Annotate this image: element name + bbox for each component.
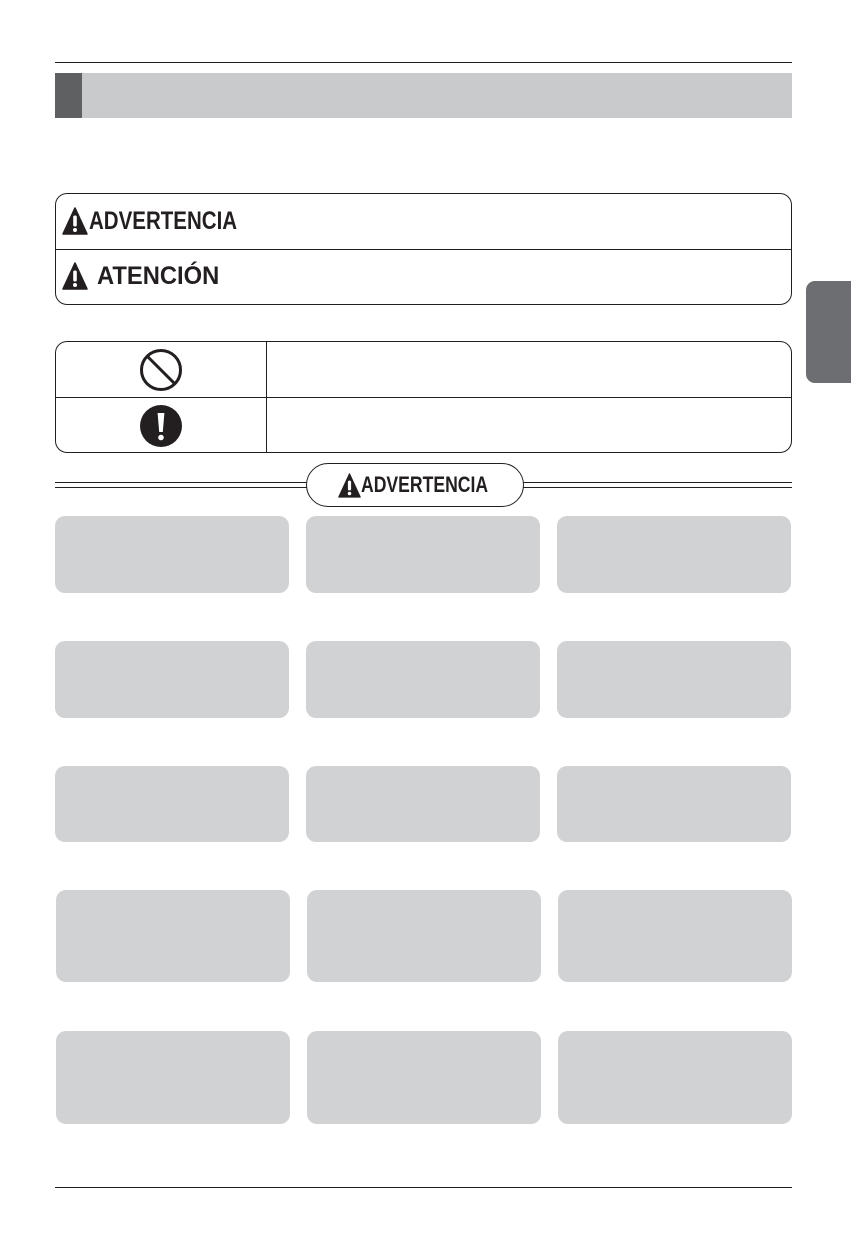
warning-card-1-3 [557,516,791,593]
title-bar-marker [55,73,82,118]
caution-label-row [62,261,226,291]
warning-triangle-icon [62,262,88,290]
symbol-legend-box [55,341,792,453]
exclamation-icon [139,404,183,448]
warning-triangle-icon [62,207,88,235]
signal-words-divider [56,249,791,250]
warning-card-3-2 [306,766,540,842]
warning-card-2-2 [306,641,540,718]
section-title-bar [55,73,792,118]
top-rule [55,62,792,63]
prohibition-icon [139,348,183,392]
warning-card-4-3 [558,890,792,982]
caution-signal-word: ATENCIÓN [97,261,220,290]
signal-words-box [55,193,792,305]
warning-card-5-3 [558,1031,792,1124]
symbol-legend-column-divider [266,342,267,452]
warning-section-banner [306,463,524,507]
warning-card-5-1 [56,1031,290,1124]
warning-card-1-2 [306,516,540,593]
mandatory-symbol-cell [56,398,266,453]
bottom-rule [55,1187,792,1188]
warning-card-4-2 [307,890,541,982]
warning-banner-label: ADVERTENCIA [361,472,489,497]
warning-card-2-1 [55,641,289,718]
warning-card-2-3 [557,641,791,718]
warning-card-3-1 [55,766,289,842]
warning-card-4-1 [56,890,290,982]
warning-card-5-2 [307,1031,541,1124]
warning-triangle-icon [338,473,361,498]
banner-line-left [55,482,307,488]
warning-label-row [62,206,270,236]
warning-card-3-3 [557,766,791,842]
language-side-tab [806,281,851,383]
banner-line-right [523,482,792,488]
prohibited-symbol-cell [56,342,266,397]
warning-card-1-1 [55,516,289,593]
warning-signal-word: ADVERTENCIA [89,206,238,235]
